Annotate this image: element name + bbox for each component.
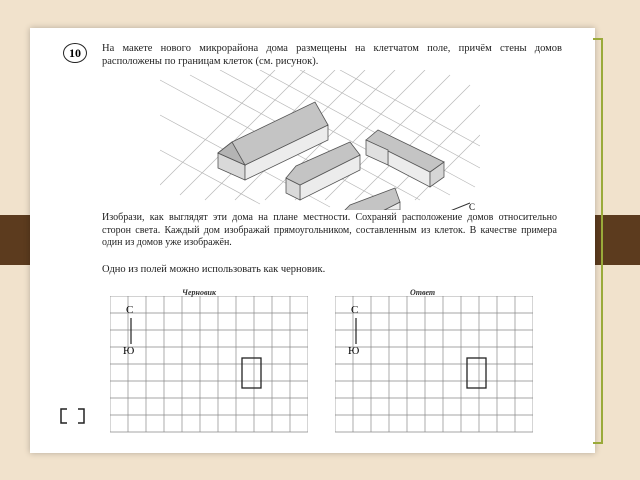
answer-grid[interactable]: [335, 296, 533, 433]
building-4: [340, 188, 400, 210]
task-note: Одно из полей можно использовать как черновик.: [102, 264, 326, 275]
compass-north-label: С: [469, 202, 476, 210]
task-text: Изобрази, как выглядят эти дома на плане местности. Сохраняй расположение домов относительно сторон света. Каждый дом изображай прямоугольником, составленным из клеток. В качестве примера один из домов уже изображён.: [102, 212, 557, 248]
compass-illustration: [428, 202, 475, 210]
answer-example-house: [467, 358, 486, 388]
worksheet-page: [30, 28, 595, 453]
draft-example-house: [242, 358, 261, 388]
question-intro: На макете нового микрорайона дома размещены на клетчатом поле, причём стены домов расположены по границам клеток (см. рисунок).: [102, 43, 562, 67]
draft-compass-south: Ю: [123, 345, 135, 357]
draft-compass-north: С: [126, 304, 134, 316]
draft-grid[interactable]: [110, 296, 308, 433]
score-box: [60, 408, 85, 424]
building-2: [366, 130, 444, 187]
isometric-illustration: [160, 70, 480, 210]
answer-label: Ответ: [410, 288, 436, 297]
answer-compass-north: С: [351, 304, 359, 316]
side-bracket: [593, 38, 603, 444]
draft-label: Черновик: [182, 288, 217, 297]
question-number: 10: [63, 43, 87, 63]
answer-compass-south: Ю: [348, 345, 360, 357]
